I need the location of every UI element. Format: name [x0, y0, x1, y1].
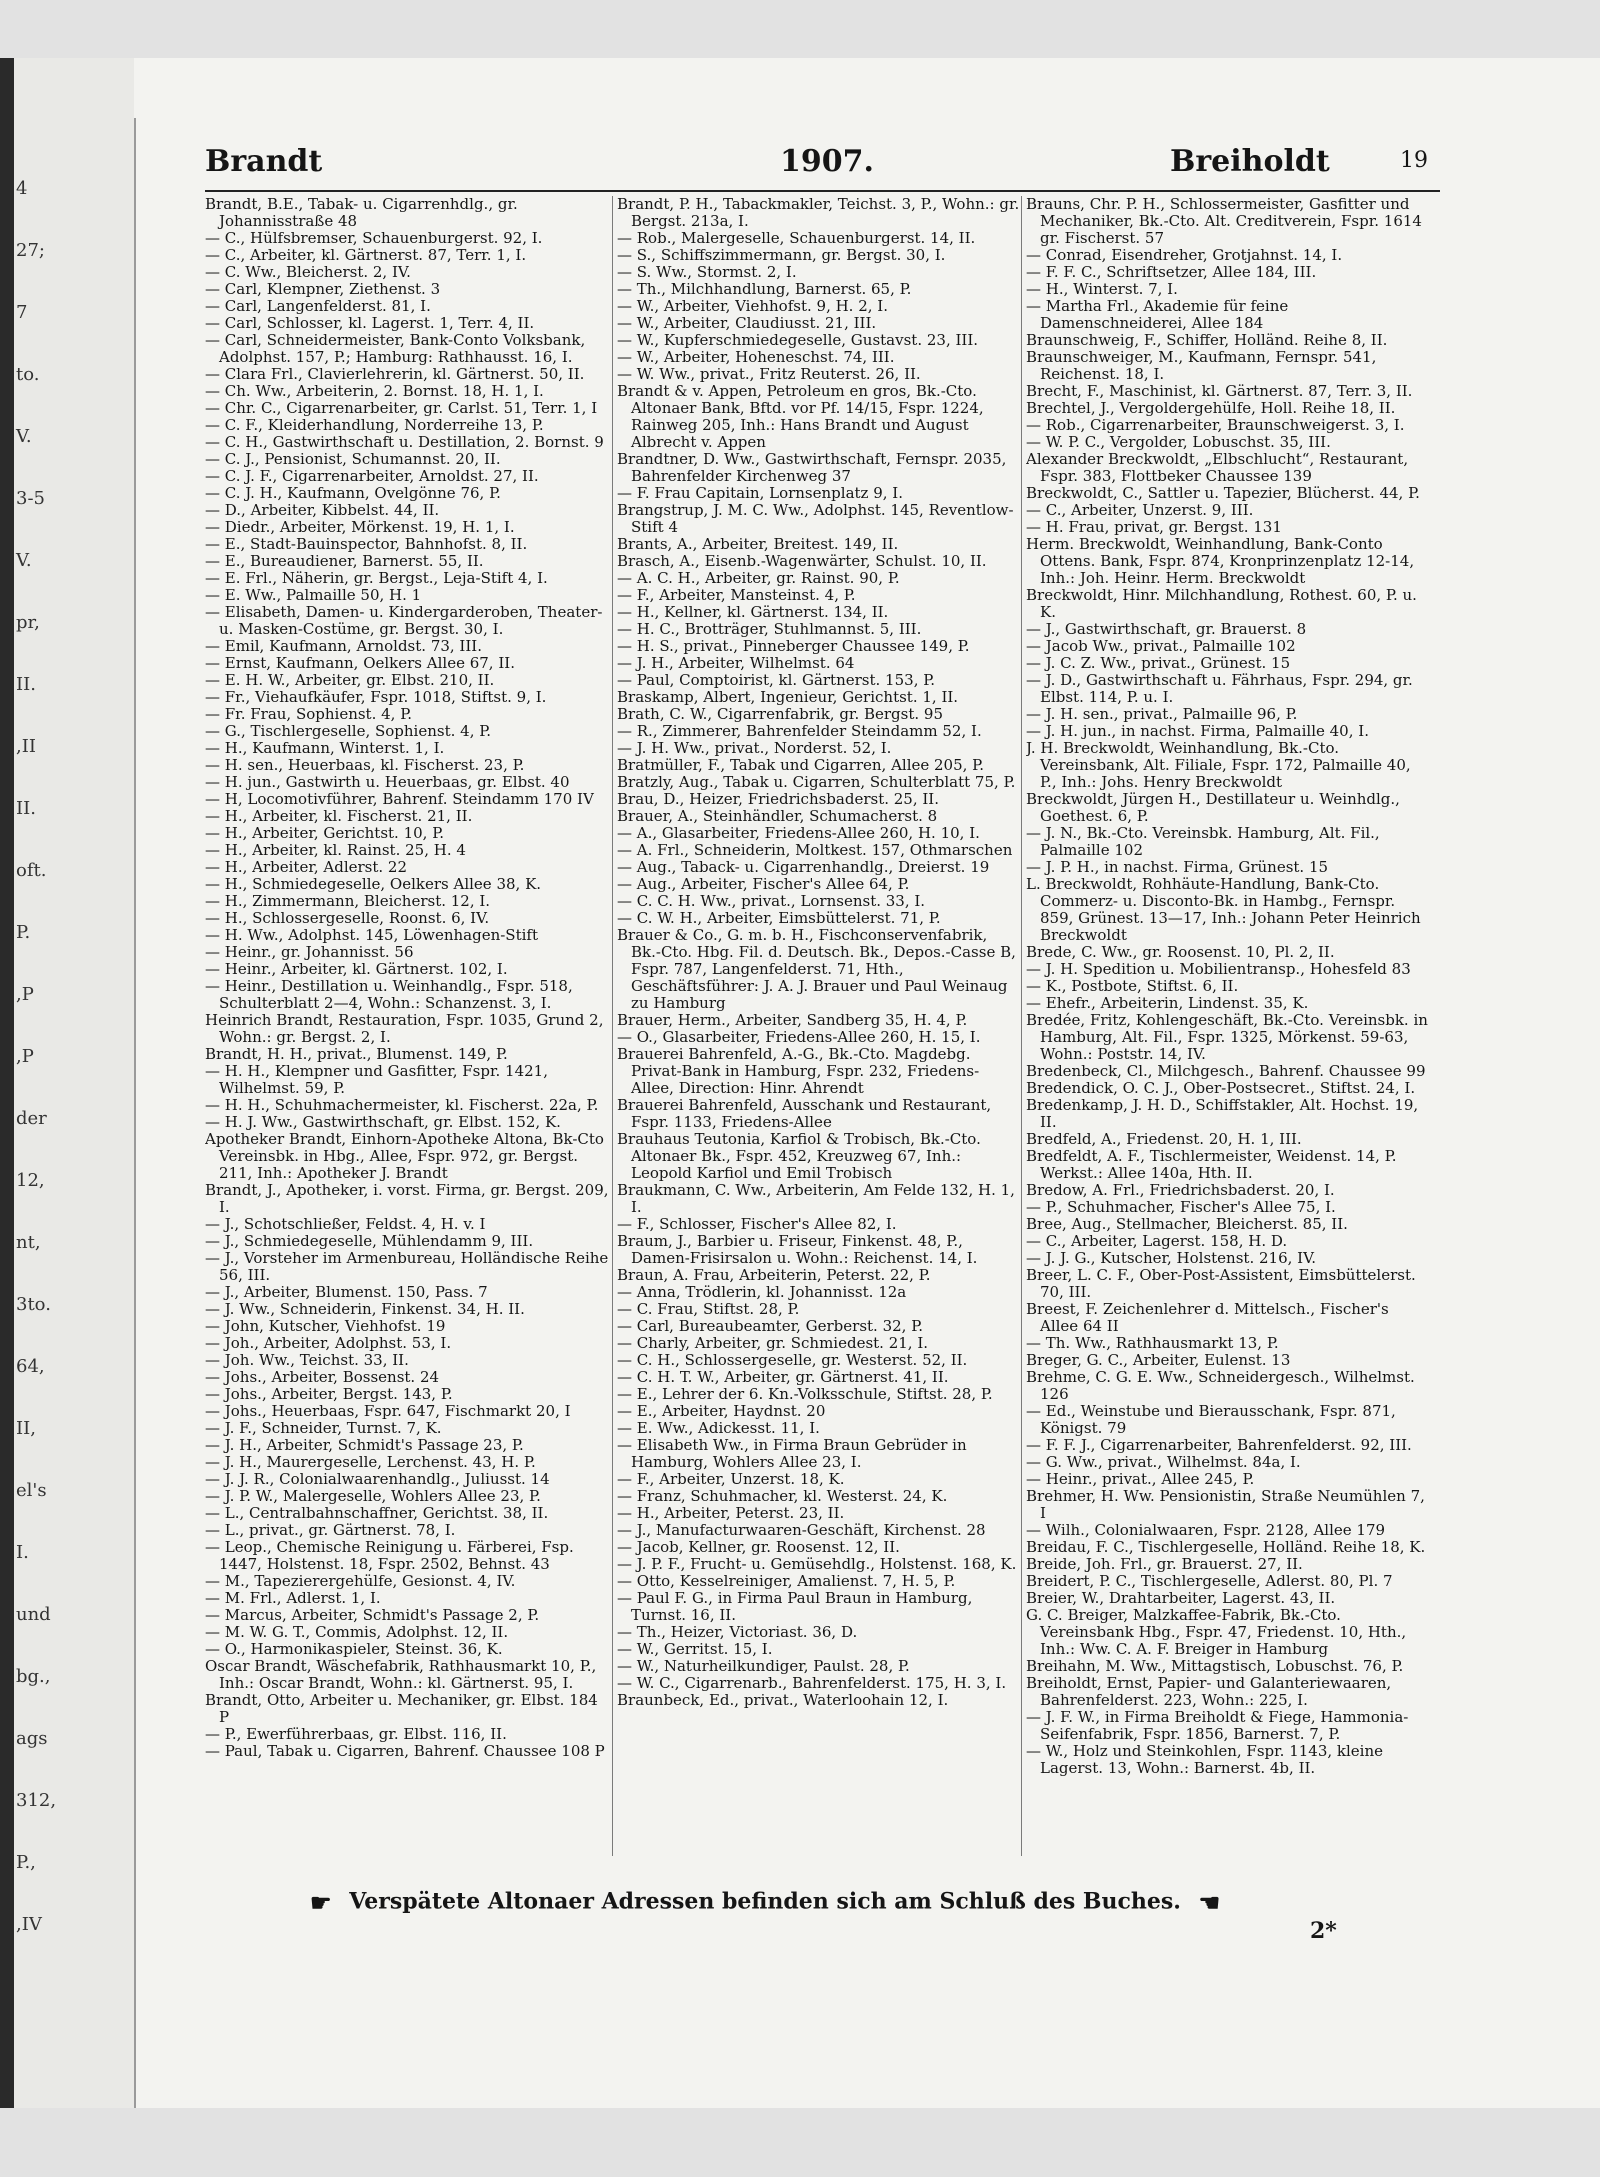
- gutter-line: [134, 118, 136, 2108]
- directory-entry: — Jacob, Kellner, gr. Roosenst. 12, II.: [617, 1538, 900, 1556]
- directory-entry: — G., Tischlergeselle, Sophienst. 4, P.: [205, 722, 492, 740]
- directory-entry: — C. C. H. Ww., privat., Lornsenst. 33, I.: [617, 892, 926, 910]
- directory-entry: Brecht, F., Maschinist, kl. Gärtnerst. 87, Terr. 3, II.: [1026, 382, 1413, 400]
- directory-entry: Brehmer, H. Ww. Pensionistin, Straße Neumühlen 7, I: [1026, 1487, 1425, 1522]
- directory-entry: — Franz, Schuhmacher, kl. Westerst. 24, K.: [617, 1487, 948, 1505]
- directory-entry: — C., Arbeiter, Lagerst. 158, H. D.: [1026, 1232, 1288, 1250]
- directory-entry: — Heinr., Destillation u. Weinhandlg., Fspr. 518, Schulterblatt 2—4, Wohn.: Schanzenst. 3, I.: [205, 977, 573, 1012]
- directory-entry: Oscar Brandt, Wäschefabrik, Rathhausmarkt 10, P., Inh.: Oscar Brandt, Wohn.: kl. Gärtnerst. 95, I.: [205, 1657, 597, 1692]
- directory-entry: — Paul, Tabak u. Cigarren, Bahrenf. Chaussee 108 P: [205, 1742, 605, 1760]
- directory-entry: — Heinr., privat., Allee 245, P.: [1026, 1470, 1255, 1488]
- directory-entry: — Joh. Ww., Teichst. 33, II.: [205, 1351, 409, 1369]
- directory-entry: — E. Ww., Palmaille 50, H. 1: [205, 586, 422, 604]
- directory-entry: — P., Ewerführerbaas, gr. Elbst. 116, II.: [205, 1725, 507, 1743]
- directory-entry: — H., Schmiedegeselle, Oelkers Allee 38, K.: [205, 875, 542, 893]
- margin-fragment: to.: [16, 364, 40, 385]
- directory-entry: — Ed., Weinstube und Bierausschank, Fspr. 871, Königst. 79: [1026, 1402, 1396, 1437]
- directory-entry: — E., Bureaudiener, Barnerst. 55, II.: [205, 552, 484, 570]
- header-first-name: Brandt: [205, 144, 323, 179]
- directory-entry: Braskamp, Albert, Ingenieur, Gerichtst. 1, II.: [617, 688, 959, 706]
- directory-entry: — H., Arbeiter, Peterst. 23, II.: [617, 1504, 845, 1522]
- directory-entry: — Jacob Ww., privat., Palmaille 102: [1026, 637, 1296, 655]
- directory-entry: — J. P. H., in nachst. Firma, Grünest. 15: [1026, 858, 1329, 876]
- directory-entry: — Clara Frl., Clavierlehrerin, kl. Gärtnerst. 50, II.: [205, 365, 585, 383]
- directory-entry: — Th. Ww., Rathhausmarkt 13, P.: [1026, 1334, 1279, 1352]
- directory-entry: Breckwoldt, Hinr. Milchhandlung, Rothest. 60, P. u. K.: [1026, 586, 1417, 621]
- directory-entry: — W., Kupferschmiedegeselle, Gustavst. 23, III.: [617, 331, 979, 349]
- directory-entry: — John, Kutscher, Viehhofst. 19: [205, 1317, 446, 1335]
- margin-fragment: P.,: [16, 1852, 36, 1873]
- directory-entry: Bredow, A. Frl., Friedrichsbaderst. 20, I.: [1026, 1181, 1335, 1199]
- margin-fragment: 3to.: [16, 1294, 51, 1315]
- directory-entry: — Anna, Trödlerin, kl. Johannisst. 12a: [617, 1283, 907, 1301]
- directory-entry: — J., Manufacturwaaren-Geschäft, Kirchenst. 28: [617, 1521, 986, 1539]
- directory-entry: — H., Arbeiter, kl. Fischerst. 21, II.: [205, 807, 473, 825]
- directory-entry: Braukmann, C. Ww., Arbeiterin, Am Felde 132, H. 1, I.: [617, 1181, 1015, 1216]
- directory-entry: — Heinr., gr. Johannisst. 56: [205, 943, 414, 961]
- directory-entry: — C. J. F., Cigarrenarbeiter, Arnoldst. 27, II.: [205, 467, 539, 485]
- directory-entry: — H., Arbeiter, Adlerst. 22: [205, 858, 408, 876]
- margin-fragment: II.: [16, 798, 36, 819]
- directory-entry: Braum, J., Barbier u. Friseur, Finkenst. 48, P., Damen-Frisirsalon u. Wohn.: Reichenst. 14, I.: [617, 1232, 978, 1267]
- directory-entry: — Fr., Viehaufkäufer, Fspr. 1018, Stiftst. 9, I.: [205, 688, 547, 706]
- directory-entry: — Johs., Heuerbaas, Fspr. 647, Fischmarkt 20, I: [205, 1402, 571, 1420]
- directory-entry: — Martha Frl., Akademie für feine Damenschneiderei, Allee 184: [1026, 297, 1289, 332]
- directory-entry: — W., Arbeiter, Claudiusst. 21, III.: [617, 314, 877, 332]
- directory-entry: — E. H. W., Arbeiter, gr. Elbst. 210, II.: [205, 671, 495, 689]
- margin-fragment: V.: [16, 550, 32, 571]
- directory-entry: — Joh., Arbeiter, Adolphst. 53, I.: [205, 1334, 452, 1352]
- directory-entry: — J., Schmiedegeselle, Mühlendamm 9, III.: [205, 1232, 534, 1250]
- directory-entry: Breidau, F. C., Tischlergeselle, Holländ. Reihe 18, K.: [1026, 1538, 1426, 1556]
- directory-entry: — Conrad, Eisendreher, Grotjahnst. 14, I.: [1026, 246, 1343, 264]
- directory-entry: — J. H. Ww., privat., Norderst. 52, I.: [617, 739, 892, 757]
- page-footer: [300, 1888, 1300, 1928]
- directory-entry: L. Breckwoldt, Rohhäute-Handlung, Bank-Cto. Commerz- u. Disconto-Bk. in Hambg., Fernspr. 859, Grünest. 13—17, Inh.: Johann Peter Heinrich Breckwoldt: [1026, 875, 1421, 944]
- directory-entry: — H, Locomotivführer, Bahrenf. Steindamm 170 IV: [205, 790, 594, 808]
- directory-entry: — P., Schuhmacher, Fischer's Allee 75, I.: [1026, 1198, 1336, 1216]
- directory-entry: — Diedr., Arbeiter, Mörkenst. 19, H. 1, I.: [205, 518, 515, 536]
- directory-entry: — W. Ww., privat., Fritz Reuterst. 26, II.: [617, 365, 921, 383]
- directory-entry: — W. C., Cigarrenarb., Bahrenfelderst. 175, H. 3, I.: [617, 1674, 1007, 1692]
- directory-entry: Breihahn, M. Ww., Mittagstisch, Lobuschst. 76, P.: [1026, 1657, 1404, 1675]
- directory-entry: Bredée, Fritz, Kohlengeschäft, Bk.-Cto. Vereinsbk. in Hamburg, Alt. Fil., Fspr. 1325, Mörkenst. 59-63, Wohn.: Poststr. 14, IV.: [1026, 1011, 1428, 1063]
- directory-entry: — Aug., Arbeiter, Fischer's Allee 64, P.: [617, 875, 910, 893]
- margin-fragment: 64,: [16, 1356, 45, 1377]
- directory-entry: — Elisabeth, Damen- u. Kindergarderoben, Theater- u. Masken-Costüme, gr. Bergst. 30, I.: [205, 603, 603, 638]
- directory-entry: — H. H., Klempner und Gasfitter, Fspr. 1421, Wilhelmst. 59, P.: [205, 1062, 548, 1097]
- directory-entry: — C., Hülfsbremser, Schauenburgerst. 92, I.: [205, 229, 543, 247]
- directory-entry: Breckwoldt, C., Sattler u. Tapezier, Blücherst. 44, P.: [1026, 484, 1420, 502]
- directory-entry: — W., Gerritst. 15, I.: [617, 1640, 773, 1658]
- margin-fragment: ,P: [16, 984, 34, 1005]
- directory-entry: Bratmüller, F., Tabak und Cigarren, Allee 205, P.: [617, 756, 985, 774]
- signature-mark: 2*: [1310, 1918, 1337, 1944]
- directory-entry: Brehme, C. G. E. Ww., Schneidergesch., Wilhelmst. 126: [1026, 1368, 1415, 1403]
- directory-entry: — Aug., Taback- u. Cigarrenhandlg., Dreierst. 19: [617, 858, 990, 876]
- directory-entry: — M. W. G. T., Commis, Adolphst. 12, II.: [205, 1623, 509, 1641]
- directory-entry: — H. J. Ww., Gastwirthschaft, gr. Elbst. 152, K.: [205, 1113, 561, 1131]
- directory-entry: — J. Ww., Schneiderin, Finkenst. 34, H. II.: [205, 1300, 525, 1318]
- margin-fragment: bg.,: [16, 1666, 51, 1687]
- directory-entry: — H., Arbeiter, Gerichtst. 10, P.: [205, 824, 445, 842]
- directory-entry: — J., Gastwirthschaft, gr. Brauerst. 8: [1026, 620, 1307, 638]
- directory-entry: Brants, A., Arbeiter, Breitest. 149, II.: [617, 535, 899, 553]
- directory-entry: — J. H., Maurergeselle, Lerchenst. 43, H. P.: [205, 1453, 536, 1471]
- directory-entry: Bredfeldt, A. F., Tischlermeister, Weidenst. 14, P. Werkst.: Allee 140a, Hth. II.: [1026, 1147, 1397, 1182]
- margin-fragment: ,IV: [16, 1914, 42, 1935]
- directory-entry: — Johs., Arbeiter, Bossenst. 24: [205, 1368, 440, 1386]
- directory-entry: — F., Arbeiter, Mansteinst. 4, P.: [617, 586, 856, 604]
- directory-entry: Brath, C. W., Cigarrenfabrik, gr. Bergst. 95: [617, 705, 944, 723]
- header-last-name: Breiholdt: [1170, 144, 1330, 179]
- directory-entry: — Th., Heizer, Victoriast. 36, D.: [617, 1623, 858, 1641]
- directory-entry: — C. H., Schlossergeselle, gr. Westerst. 52, II.: [617, 1351, 968, 1369]
- directory-entry: — H. jun., Gastwirth u. Heuerbaas, gr. Elbst. 40: [205, 773, 570, 791]
- directory-entry: — S., Schiffszimmermann, gr. Bergst. 30, I.: [617, 246, 946, 264]
- directory-entry: Herm. Breckwoldt, Weinhandlung, Bank-Conto Ottens. Bank, Fspr. 874, Kronprinzenplatz 12-14, Inh.: Joh. Heinr. Herm. Breckwoldt: [1026, 535, 1415, 587]
- directory-entry: — W. P. C., Vergolder, Lobuschst. 35, III.: [1026, 433, 1331, 451]
- directory-entry: Breiholdt, Ernst, Papier- und Galanteriewaaren, Bahrenfelderst. 223, Wohn.: 225, I.: [1026, 1674, 1392, 1709]
- directory-entry: — J. F. W., in Firma Breiholdt & Fiege, Hammonia-Seifenfabrik, Fspr. 1856, Barnerst. 7, P.: [1026, 1708, 1409, 1743]
- margin-fragment: 312,: [16, 1790, 57, 1811]
- header-year: 1907.: [780, 144, 874, 179]
- directory-entry: — D., Arbeiter, Kibbelst. 44, II.: [205, 501, 440, 519]
- directory-entry: — Paul, Comptoirist, kl. Gärtnerst. 153, P.: [617, 671, 936, 689]
- directory-entry: — Elisabeth Ww., in Firma Braun Gebrüder in Hamburg, Wohlers Allee 23, I.: [617, 1436, 967, 1471]
- directory-entry: — G. Ww., privat., Wilhelmst. 84a, I.: [1026, 1453, 1301, 1471]
- directory-entry: Brasch, A., Eisenb.-Wagenwärter, Schulst. 10, II.: [617, 552, 987, 570]
- directory-entry: Brandt, P. H., Tabackmakler, Teichst. 3, P., Wohn.: gr. Bergst. 213a, I.: [617, 196, 1020, 230]
- directory-entry: Bredenbeck, Cl., Milchgesch., Bahrenf. Chaussee 99: [1026, 1062, 1426, 1080]
- directory-entry: — C. W. H., Arbeiter, Eimsbüttelerst. 71, P.: [617, 909, 941, 927]
- directory-entry: — H., Arbeiter, kl. Rainst. 25, H. 4: [205, 841, 466, 859]
- directory-entry: — J. H. sen., privat., Palmaille 96, P.: [1026, 705, 1298, 723]
- directory-entry: — E. Frl., Näherin, gr. Bergst., Leja-Stift 4, I.: [205, 569, 548, 587]
- directory-entry: — C., Arbeiter, Unzerst. 9, III.: [1026, 501, 1254, 519]
- directory-entry: — J. H., Arbeiter, Wilhelmst. 64: [617, 654, 855, 672]
- column-divider: [1021, 196, 1022, 1856]
- directory-entry: — K., Postbote, Stiftst. 6, II.: [1026, 977, 1239, 995]
- previous-page-edge: [14, 58, 134, 2108]
- directory-entry: Brandt, Otto, Arbeiter u. Mechaniker, gr. Elbst. 184 P: [205, 1691, 598, 1726]
- directory-entry: — Carl, Schneidermeister, Bank-Conto Volksbank, Adolphst. 157, P.; Hamburg: Rathhausst. 16, I.: [205, 331, 586, 366]
- previous-page-fragments: [14, 58, 57, 2108]
- directory-entry: — Chr. C., Cigarrenarbeiter, gr. Carlst. 51, Terr. 1, I: [205, 399, 598, 417]
- directory-entry: — Fr. Frau, Sophienst. 4, P.: [205, 705, 413, 723]
- directory-entry: — W., Holz und Steinkohlen, Fspr. 1143, kleine Lagerst. 13, Wohn.: Barnerst. 4b, II.: [1026, 1742, 1384, 1777]
- margin-fragment: der: [16, 1108, 47, 1129]
- directory-entry: — H., Winterst. 7, I.: [1026, 280, 1178, 298]
- directory-entry: — L., Centralbahnschaffner, Gerichtst. 38, II.: [205, 1504, 549, 1522]
- page-number: 19: [1400, 148, 1428, 173]
- directory-entry: — Th., Milchhandlung, Barnerst. 65, P.: [617, 280, 912, 298]
- directory-entry: — Johs., Arbeiter, Bergst. 143, P.: [205, 1385, 453, 1403]
- directory-entry: Apotheker Brandt, Einhorn-Apotheke Altona, Bk-Cto Vereinsbk. in Hbg., Allee, Fspr. 972, gr. Bergst. 211, Inh.: Apotheker J. Brandt: [205, 1130, 604, 1182]
- margin-fragment: P.: [16, 922, 31, 943]
- directory-entry: Heinrich Brandt, Restauration, Fspr. 1035, Grund 2, Wohn.: gr. Bergst. 2, I.: [205, 1011, 604, 1046]
- directory-entry: — M., Tapezierergehülfe, Gesionst. 4, IV.: [205, 1572, 516, 1590]
- directory-entry: — W., Arbeiter, Viehhofst. 9, H. 2, I.: [617, 297, 888, 315]
- pointing-hand-icon: ☚: [1198, 1888, 1221, 1917]
- directory-entry: — J., Vorsteher im Armenbureau, Holländische Reihe 56, III.: [205, 1249, 609, 1284]
- margin-fragment: ,II: [16, 736, 36, 757]
- directory-entry: — Paul F. G., in Firma Paul Braun in Hamburg, Turnst. 16, II.: [617, 1589, 973, 1624]
- directory-entry: — C. Ww., Bleicherst. 2, IV.: [205, 263, 411, 281]
- header-rule: [205, 190, 1440, 192]
- directory-entry: — F., Schlosser, Fischer's Allee 82, I.: [617, 1215, 897, 1233]
- directory-entry: J. H. Breckwoldt, Weinhandlung, Bk.-Cto. Vereinsbank, Alt. Filiale, Fspr. 172, Palmaille 40, P., Inh.: Johs. Henry Breckwoldt: [1026, 739, 1411, 791]
- directory-entry: — Wilh., Colonialwaaren, Fspr. 2128, Allee 179: [1026, 1521, 1386, 1539]
- directory-entry: — C. H., Gastwirthschaft u. Destillation, 2. Bornst. 9: [205, 433, 604, 451]
- directory-entry: Brauns, Chr. P. H., Schlossermeister, Gasfitter und Mechaniker, Bk.-Cto. Alt. Creditverein, Fspr. 1614 gr. Fischerst. 57: [1026, 196, 1422, 247]
- directory-entry: — R., Zimmerer, Bahrenfelder Steindamm 52, I.: [617, 722, 982, 740]
- directory-entry: — W., Arbeiter, Hoheneschst. 74, III.: [617, 348, 895, 366]
- directory-entry: Brede, C. Ww., gr. Roosenst. 10, Pl. 2, II.: [1026, 943, 1335, 961]
- directory-entry: — J. H. Spedition u. Mobilientransp., Hohesfeld 83: [1026, 960, 1411, 978]
- margin-fragment: II,: [16, 1418, 36, 1439]
- directory-column-2: [617, 196, 1021, 1856]
- directory-entry: Brandt, B.E., Tabak- u. Cigarrenhdlg., gr. Johannisstraße 48: [205, 196, 518, 230]
- directory-entry: Brau, D., Heizer, Friedrichsbaderst. 25, II.: [617, 790, 940, 808]
- directory-column-1: [205, 196, 609, 1856]
- directory-entry: Breide, Joh. Frl., gr. Brauerst. 27, II.: [1026, 1555, 1303, 1573]
- directory-entry: — O., Harmonikaspieler, Steinst. 36, K.: [205, 1640, 503, 1658]
- directory-entry: — C. J., Pensionist, Schumannst. 20, II.: [205, 450, 501, 468]
- directory-entry: Bredendick, O. C. J., Ober-Postsecret., Stiftst. 24, I.: [1026, 1079, 1416, 1097]
- directory-entry: Brauer, A., Steinhändler, Schumacherst. 8: [617, 807, 938, 825]
- footer-notice: Verspätete Altonaer Adressen befinden sich am Schluß des Buches.: [349, 1888, 1181, 1915]
- directory-entry: — H. Ww., Adolphst. 145, Löwenhagen-Stift: [205, 926, 538, 944]
- directory-entry: Breer, L. C. F., Ober-Post-Assistent, Eimsbüttelerst. 70, III.: [1026, 1266, 1416, 1301]
- directory-column-3: [1026, 196, 1430, 1856]
- directory-entry: — F., Arbeiter, Unzerst. 18, K.: [617, 1470, 845, 1488]
- directory-entry: Breier, W., Drahtarbeiter, Lagerst. 43, II.: [1026, 1589, 1336, 1607]
- directory-entry: — J. H., Arbeiter, Schmidt's Passage 23, P.: [205, 1436, 524, 1454]
- directory-entry: Braunschweiger, M., Kaufmann, Fernspr. 541, Reichenst. 18, I.: [1026, 348, 1377, 383]
- margin-fragment: ,P: [16, 1046, 34, 1067]
- directory-entry: G. C. Breiger, Malzkaffee-Fabrik, Bk.-Cto. Vereinsbank Hbg., Fspr. 47, Friedenst. 10, Hth., Inh.: Ww. C. A. F. Breiger in Hamburg: [1026, 1606, 1407, 1658]
- directory-entry: — Rob., Malergeselle, Schauenburgerst. 14, II.: [617, 229, 976, 247]
- directory-entry: Breger, G. C., Arbeiter, Eulenst. 13: [1026, 1351, 1291, 1369]
- directory-entry: — J., Schotschließer, Feldst. 4, H. v. I: [205, 1215, 486, 1233]
- margin-fragment: II.: [16, 674, 36, 695]
- directory-entry: — Marcus, Arbeiter, Schmidt's Passage 2, P.: [205, 1606, 540, 1624]
- directory-entry: Brandt, H. H., privat., Blumenst. 149, P.: [205, 1045, 508, 1063]
- directory-entry: Brangstrup, J. M. C. Ww., Adolphst. 145, Reventlow-Stift 4: [617, 501, 1014, 536]
- directory-entry: — J. F., Schneider, Turnst. 7, K.: [205, 1419, 442, 1437]
- directory-entry: — J. N., Bk.-Cto. Vereinsbk. Hamburg, Alt. Fil., Palmaille 102: [1026, 824, 1380, 859]
- directory-entry: — C. J. H., Kaufmann, Ovelgönne 76, P.: [205, 484, 501, 502]
- directory-entry: — Ch. Ww., Arbeiterin, 2. Bornst. 18, H. 1, I.: [205, 382, 544, 400]
- directory-entry: Bratzly, Aug., Tabak u. Cigarren, Schulterblatt 75, P.: [617, 773, 1016, 791]
- directory-entry: Brandtner, D. Ww., Gastwirthschaft, Fernspr. 2035, Bahrenfelder Kirchenweg 37: [617, 450, 1007, 485]
- directory-entry: — C. Frau, Stiftst. 28, P.: [617, 1300, 800, 1318]
- directory-entry: — M. Frl., Adlerst. 1, I.: [205, 1589, 381, 1607]
- directory-entry: — J. C. Z. Ww., privat., Grünest. 15: [1026, 654, 1291, 672]
- directory-entry: — H., Kaufmann, Winterst. 1, I.: [205, 739, 445, 757]
- directory-entry: — W., Naturheilkundiger, Paulst. 28, P.: [617, 1657, 910, 1675]
- directory-entry: — A., Glasarbeiter, Friedens-Allee 260, H. 10, I.: [617, 824, 980, 842]
- directory-entry: — Carl, Bureaubeamter, Gerberst. 32, P.: [617, 1317, 924, 1335]
- directory-entry: — H. H., Schuhmachermeister, kl. Fischerst. 22a, P.: [205, 1096, 599, 1114]
- directory-entry: Brechtel, J., Vergoldergehülfe, Holl. Reihe 18, II.: [1026, 399, 1396, 417]
- margin-fragment: el's: [16, 1480, 47, 1501]
- margin-fragment: 7: [16, 302, 28, 323]
- directory-entry: — A. C. H., Arbeiter, gr. Rainst. 90, P.: [617, 569, 900, 587]
- directory-entry: — C. F., Kleiderhandlung, Norderreihe 13, P.: [205, 416, 544, 434]
- directory-entry: — J. H. jun., in nachst. Firma, Palmaille 40, I.: [1026, 722, 1369, 740]
- directory-entry: — H. sen., Heuerbaas, kl. Fischerst. 23, P.: [205, 756, 525, 774]
- directory-entry: — E., Lehrer der 6. Kn.-Volksschule, Stiftst. 28, P.: [617, 1385, 993, 1403]
- directory-entry: — S. Ww., Stormst. 2, I.: [617, 263, 797, 281]
- directory-entry: — E., Stadt-Bauinspector, Bahnhofst. 8, II.: [205, 535, 528, 553]
- directory-entry: — J. P. F., Frucht- u. Gemüsehdlg., Holstenst. 168, K.: [617, 1555, 1017, 1573]
- directory-entry: — J. J. G., Kutscher, Holstenst. 216, IV.: [1026, 1249, 1317, 1267]
- margin-fragment: 4: [16, 178, 28, 199]
- directory-entry: Brauerei Bahrenfeld, A.-G., Bk.-Cto. Magdebg. Privat-Bank in Hamburg, Fspr. 232, Friedens-Allee, Direction: Hinr. Ahrendt: [617, 1045, 980, 1097]
- directory-entry: — Carl, Schlosser, kl. Lagerst. 1, Terr. 4, II.: [205, 314, 535, 332]
- directory-entry: — C., Arbeiter, kl. Gärtnerst. 87, Terr. 1, I.: [205, 246, 527, 264]
- directory-entry: Brauer, Herm., Arbeiter, Sandberg 35, H. 4, P.: [617, 1011, 968, 1029]
- directory-entry: — E. Ww., Adickesst. 11, I.: [617, 1419, 820, 1437]
- directory-entry: — Charly, Arbeiter, gr. Schmiedest. 21, I.: [617, 1334, 929, 1352]
- margin-fragment: 12,: [16, 1170, 45, 1191]
- directory-entry: — C. H. T. W., Arbeiter, gr. Gärtnerst. 41, II.: [617, 1368, 949, 1386]
- pointing-hand-icon: ☛: [310, 1888, 332, 1917]
- directory-entry: Breidert, P. C., Tischlergeselle, Adlerst. 80, Pl. 7: [1026, 1572, 1393, 1590]
- directory-entry: — Rob., Cigarrenarbeiter, Braunschweigerst. 3, I.: [1026, 416, 1405, 434]
- directory-entry: — Otto, Kesselreiniger, Amalienst. 7, H. 5, P.: [617, 1572, 956, 1590]
- directory-entry: — J. D., Gastwirthschaft u. Fährhaus, Fspr. 294, gr. Elbst. 114, P. u. I.: [1026, 671, 1413, 706]
- directory-entry: Alexander Breckwoldt, „Elbschlucht“, Restaurant, Fspr. 383, Flottbeker Chaussee 139: [1026, 450, 1409, 485]
- directory-entry: — J. J. R., Colonialwaarenhandlg., Juliusst. 14: [205, 1470, 550, 1488]
- directory-entry: — E., Arbeiter, Haydnst. 20: [617, 1402, 826, 1420]
- margin-fragment: I.: [16, 1542, 29, 1563]
- directory-entry: — Leop., Chemische Reinigung u. Färberei, Fsp. 1447, Holstenst. 18, Fspr. 2502, Behnst. 43: [205, 1538, 574, 1573]
- page-header: [205, 144, 1440, 184]
- directory-entry: Bree, Aug., Stellmacher, Bleicherst. 85, II.: [1026, 1215, 1348, 1233]
- directory-entry: Brandt, J., Apotheker, i. vorst. Firma, gr. Bergst. 209, I.: [205, 1181, 609, 1216]
- directory-entry: Braun, A. Frau, Arbeiterin, Peterst. 22, P.: [617, 1266, 931, 1284]
- directory-entry: Brauhaus Teutonia, Karfiol & Trobisch, Bk.-Cto. Altonaer Bk., Fspr. 452, Kreuzweg 67, Inh.: Leopold Karfiol und Emil Trobisch: [617, 1130, 981, 1182]
- directory-entry: Brauer & Co., G. m. b. H., Fischconservenfabrik, Bk.-Cto. Hbg. Fil. d. Deutsch. Bk., Depos.-Casse B, Fspr. 787, Langenfelderst. 71, Hth., Geschäftsführer: J. A. J. Brauer und Paul Weinaug zu Hamburg: [617, 926, 1016, 1012]
- directory-entry: Braunbeck, Ed., privat., Waterloohain 12, I.: [617, 1691, 949, 1709]
- directory-entry: — Ehefr., Arbeiterin, Lindenst. 35, K.: [1026, 994, 1309, 1012]
- directory-entry: — H., Schlossergeselle, Roonst. 6, IV.: [205, 909, 490, 927]
- margin-fragment: nt,: [16, 1232, 41, 1253]
- margin-fragment: 3-5: [16, 488, 45, 509]
- directory-entry: — Carl, Langenfelderst. 81, I.: [205, 297, 431, 315]
- directory-entry: Breckwoldt, Jürgen H., Destillateur u. Weinhdlg., Goethest. 6, P.: [1026, 790, 1400, 825]
- directory-entry: Brauerei Bahrenfeld, Ausschank und Restaurant, Fspr. 1133, Friedens-Allee: [617, 1096, 992, 1131]
- margin-fragment: und: [16, 1604, 51, 1625]
- directory-entry: — F. Frau Capitain, Lornsenplatz 9, I.: [617, 484, 903, 502]
- directory-entry: — Carl, Klempner, Ziethenst. 3: [205, 280, 441, 298]
- directory-entry: — H. C., Brotträger, Stuhlmannst. 5, III.: [617, 620, 922, 638]
- directory-entry: — Ernst, Kaufmann, Oelkers Allee 67, II.: [205, 654, 515, 672]
- margin-fragment: ags: [16, 1728, 48, 1749]
- directory-entry: — H., Kellner, kl. Gärtnerst. 134, II.: [617, 603, 889, 621]
- directory-entry: — Heinr., Arbeiter, kl. Gärtnerst. 102, I.: [205, 960, 508, 978]
- margin-fragment: pr,: [16, 612, 40, 633]
- book-binding: [0, 58, 14, 2108]
- column-divider: [612, 196, 613, 1856]
- margin-fragment: 27;: [16, 240, 45, 261]
- directory-entry: — F. F. C., Schriftsetzer, Allee 184, III.: [1026, 263, 1317, 281]
- directory-entry: Bredenkamp, J. H. D., Schiffstakler, Alt. Hochst. 19, II.: [1026, 1096, 1419, 1131]
- directory-entry: — H., Zimmermann, Bleicherst. 12, I.: [205, 892, 491, 910]
- directory-entry: — J. P. W., Malergeselle, Wohlers Allee 23, P.: [205, 1487, 541, 1505]
- directory-entry: Braunschweig, F., Schiffer, Holländ. Reihe 8, II.: [1026, 331, 1388, 349]
- directory-entry: — J., Arbeiter, Blumenst. 150, Pass. 7: [205, 1283, 488, 1301]
- directory-entry: — Emil, Kaufmann, Arnoldst. 73, III.: [205, 637, 482, 655]
- directory-entry: Bredfeld, A., Friedenst. 20, H. 1, III.: [1026, 1130, 1302, 1148]
- directory-entry: — F. F. J., Cigarrenarbeiter, Bahrenfelderst. 92, III.: [1026, 1436, 1412, 1454]
- margin-fragment: oft.: [16, 860, 47, 881]
- directory-entry: — O., Glasarbeiter, Friedens-Allee 260, H. 15, I.: [617, 1028, 981, 1046]
- margin-fragment: V.: [16, 426, 32, 447]
- directory-entry: Breest, F. Zeichenlehrer d. Mittelsch., Fischer's Allee 64 II: [1026, 1300, 1389, 1335]
- directory-entry: — L., privat., gr. Gärtnerst. 78, I.: [205, 1521, 456, 1539]
- directory-entry: — H. S., privat., Pinneberger Chaussee 149, P.: [617, 637, 970, 655]
- directory-entry: — A. Frl., Schneiderin, Moltkest. 157, Othmarschen: [617, 841, 1013, 859]
- directory-entry: Brandt & v. Appen, Petroleum en gros, Bk.-Cto. Altonaer Bank, Bftd. vor Pf. 14/15, Fspr. 1224, Rainweg 205, Inh.: Hans Brandt und August Albrecht v. Appen: [617, 382, 984, 451]
- directory-entry: — H. Frau, privat, gr. Bergst. 131: [1026, 518, 1282, 536]
